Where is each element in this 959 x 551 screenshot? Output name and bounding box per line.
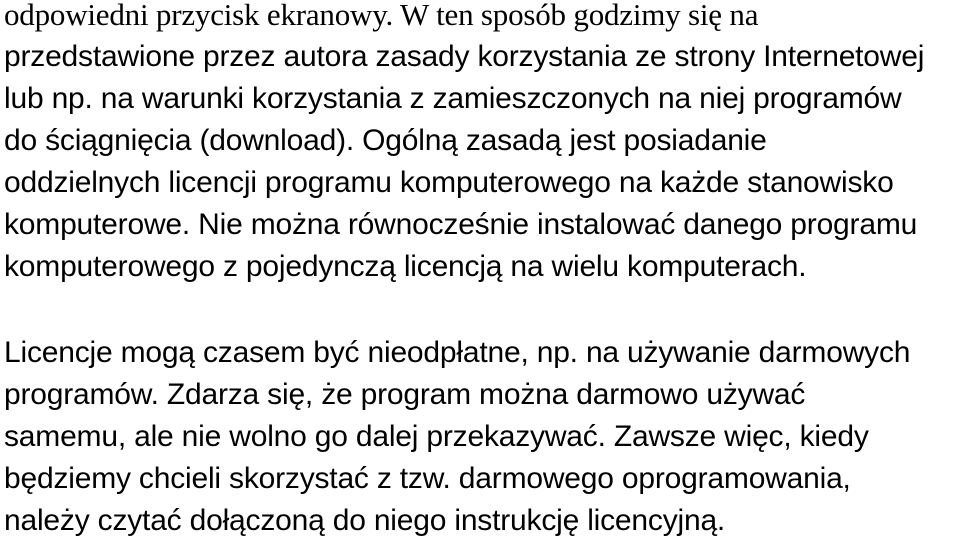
text-line: komputerowego z pojedynczą licencją na wielu komputerach. xyxy=(4,250,807,283)
text-line: Licencje mogą czasem być nieodpłatne, np. na używanie darmowych xyxy=(4,336,911,369)
text-line: przedstawione przez autora zasady korzystania ze strony Internetowej xyxy=(4,40,925,73)
text-line: komputerowe. Nie można równocześnie instalować danego programu xyxy=(4,208,918,241)
document-page xyxy=(4,0,959,542)
paragraph-licensing-rules xyxy=(4,0,959,288)
text-line: do ściągnięcia (download). Ogólną zasadą jest posiadanie xyxy=(4,124,767,157)
text-line: należy czytać dołączoną do niego instrukcję licencyjną. xyxy=(4,504,726,537)
text-line: lub np. na warunki korzystania z zamieszczonych na niej programów xyxy=(4,82,902,115)
text-line: odpowiedni przycisk ekranowy. W ten sposób godzimy się na xyxy=(4,0,759,32)
text-line: będziemy chcieli skorzystać z tzw. darmowego oprogramowania, xyxy=(4,462,851,495)
text-line: programów. Zdarza się, że program można darmowo używać xyxy=(4,378,806,411)
text-line: samemu, ale nie wolno go dalej przekazywać. Zawsze więc, kiedy xyxy=(4,420,869,453)
paragraph-spacer xyxy=(4,288,959,332)
text-line: oddzielnych licencji programu komputerowego na każde stanowisko xyxy=(4,166,894,199)
paragraph-free-licenses xyxy=(4,332,959,542)
